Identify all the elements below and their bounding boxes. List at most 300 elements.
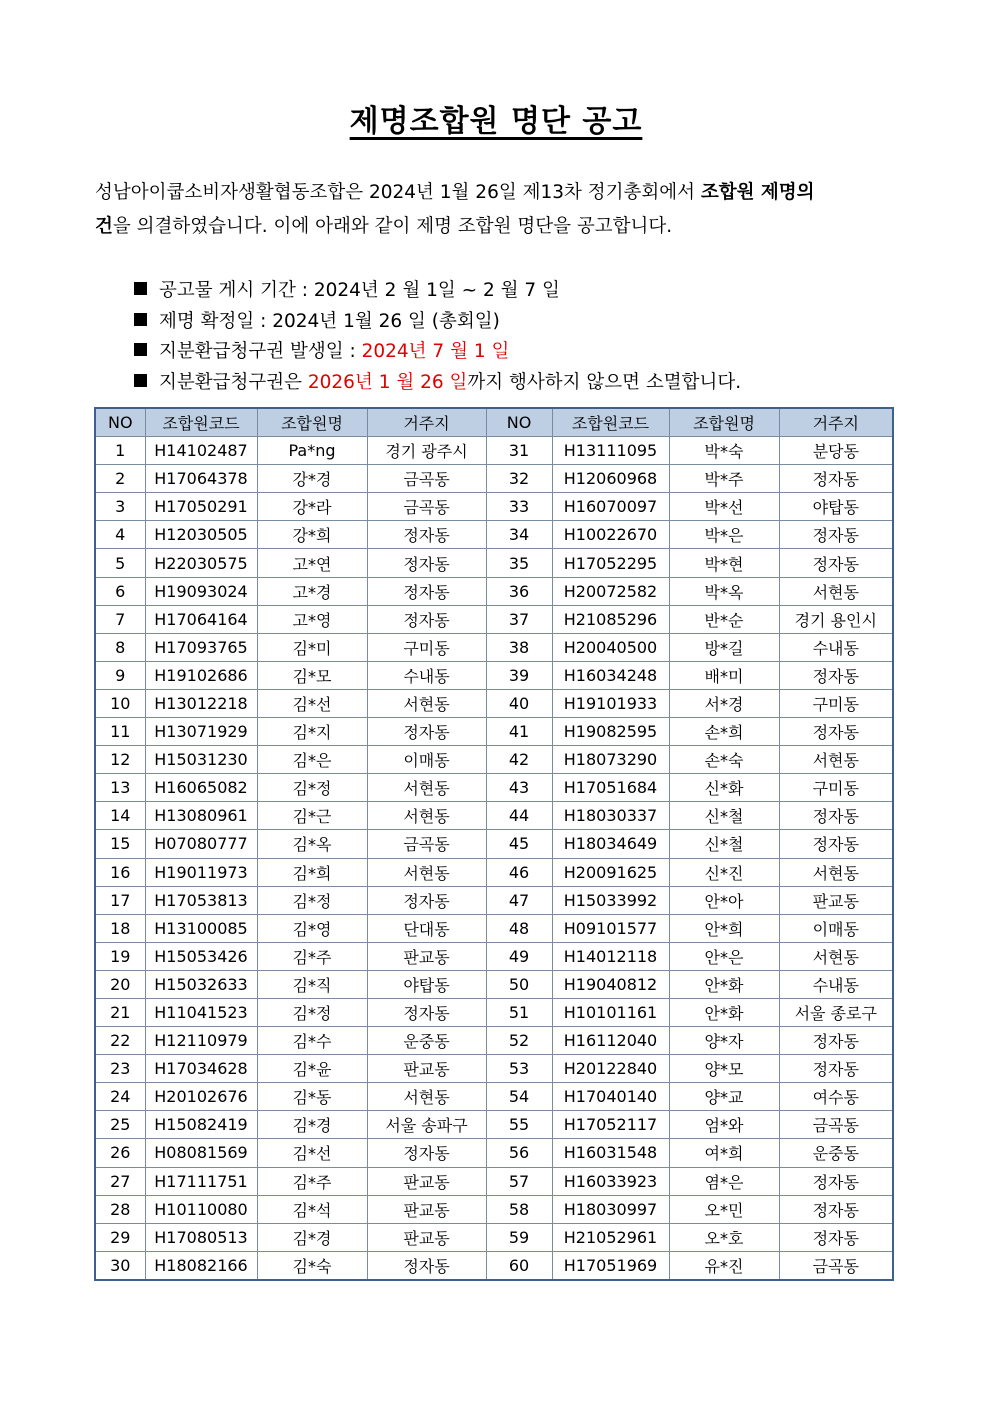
cell-name: 안*화 [669, 970, 779, 998]
cell-code: H12030505 [145, 521, 257, 549]
cell-no: 8 [95, 633, 145, 661]
cell-address: 판교동 [367, 1055, 486, 1083]
cell-no: 22 [95, 1027, 145, 1055]
cell-code: H18082166 [145, 1251, 257, 1280]
notice-text: 지분환급청구권은 [159, 371, 308, 393]
cell-address: 정자동 [367, 998, 486, 1026]
cell-name: 손*숙 [669, 746, 779, 774]
cell-code: H17050291 [145, 493, 257, 521]
cell-no: 16 [95, 858, 145, 886]
cell-code: H17052117 [552, 1111, 669, 1139]
cell-code: H19093024 [145, 577, 257, 605]
cell-address: 판교동 [367, 1195, 486, 1223]
cell-no: 11 [95, 718, 145, 746]
cell-code: H08081569 [145, 1139, 257, 1167]
cell-address: 정자동 [367, 577, 486, 605]
cell-no: 2 [95, 465, 145, 493]
table-row [95, 858, 893, 886]
table-row [95, 998, 893, 1026]
cell-no: 24 [95, 1083, 145, 1111]
cell-code: H17093765 [145, 633, 257, 661]
cell-address: 서현동 [367, 802, 486, 830]
cell-name: 오*호 [669, 1223, 779, 1251]
cell-name: 김*선 [257, 689, 367, 717]
cell-no: 25 [95, 1111, 145, 1139]
cell-name: Pa*ng [257, 437, 367, 465]
cell-code: H21052961 [552, 1223, 669, 1251]
cell-code: H09101577 [552, 914, 669, 942]
cell-no: 39 [486, 661, 552, 689]
cell-no: 44 [486, 802, 552, 830]
cell-code: H13071929 [145, 718, 257, 746]
cell-no: 35 [486, 549, 552, 577]
cell-address: 정자동 [779, 1223, 893, 1251]
cell-address: 정자동 [779, 521, 893, 549]
cell-code: H10110080 [145, 1195, 257, 1223]
cell-name: 김*정 [257, 886, 367, 914]
cell-code: H16112040 [552, 1027, 669, 1055]
cell-no: 46 [486, 858, 552, 886]
cell-address: 판교동 [367, 1167, 486, 1195]
cell-code: H13100085 [145, 914, 257, 942]
table-row [95, 886, 893, 914]
cell-no: 51 [486, 998, 552, 1026]
cell-name: 김*직 [257, 970, 367, 998]
cell-address: 판교동 [367, 1223, 486, 1251]
cell-name: 김*은 [257, 746, 367, 774]
cell-address: 야탑동 [779, 493, 893, 521]
cell-no: 57 [486, 1167, 552, 1195]
cell-no: 53 [486, 1055, 552, 1083]
cell-address: 정자동 [367, 1251, 486, 1280]
cell-name: 신*화 [669, 774, 779, 802]
cell-name: 고*연 [257, 549, 367, 577]
notice-item [134, 368, 741, 399]
table-row [95, 1111, 893, 1139]
cell-address: 수내동 [779, 633, 893, 661]
cell-name: 반*순 [669, 605, 779, 633]
cell-no: 10 [95, 689, 145, 717]
cell-name: 김*경 [257, 1223, 367, 1251]
cell-code: H20072582 [552, 577, 669, 605]
square-bullet-icon [134, 282, 147, 295]
cell-no: 37 [486, 605, 552, 633]
cell-code: H10101161 [552, 998, 669, 1026]
cell-name: 김*경 [257, 1111, 367, 1139]
cell-no: 60 [486, 1251, 552, 1280]
cell-code: H16031548 [552, 1139, 669, 1167]
cell-address: 서현동 [779, 746, 893, 774]
cell-code: H13080961 [145, 802, 257, 830]
cell-code: H18073290 [552, 746, 669, 774]
cell-name: 김*희 [257, 858, 367, 886]
cell-address: 금곡동 [367, 465, 486, 493]
cell-code: H18034649 [552, 830, 669, 858]
cell-code: H20102676 [145, 1083, 257, 1111]
header-no: NO [486, 408, 552, 437]
cell-no: 50 [486, 970, 552, 998]
cell-code: H20122840 [552, 1055, 669, 1083]
cell-name: 안*아 [669, 886, 779, 914]
cell-address: 서울 종로구 [779, 998, 893, 1026]
square-bullet-icon [134, 343, 147, 356]
cell-name: 김*숙 [257, 1251, 367, 1280]
table-header-row [95, 408, 893, 437]
cell-code: H16033923 [552, 1167, 669, 1195]
cell-address: 정자동 [779, 549, 893, 577]
cell-address: 서현동 [779, 577, 893, 605]
cell-address: 서현동 [367, 1083, 486, 1111]
table-row [95, 1139, 893, 1167]
cell-address: 경기 용인시 [779, 605, 893, 633]
cell-address: 서현동 [367, 689, 486, 717]
cell-name: 배*미 [669, 661, 779, 689]
table-row [95, 549, 893, 577]
cell-address: 정자동 [779, 1167, 893, 1195]
cell-no: 41 [486, 718, 552, 746]
cell-no: 1 [95, 437, 145, 465]
cell-address: 야탑동 [367, 970, 486, 998]
cell-address: 정자동 [779, 830, 893, 858]
cell-no: 28 [95, 1195, 145, 1223]
cell-address: 수내동 [779, 970, 893, 998]
cell-address: 금곡동 [779, 1111, 893, 1139]
cell-name: 김*선 [257, 1139, 367, 1167]
cell-code: H13012218 [145, 689, 257, 717]
cell-name: 김*수 [257, 1027, 367, 1055]
cell-address: 정자동 [367, 1139, 486, 1167]
cell-name: 김*주 [257, 942, 367, 970]
cell-address: 정자동 [367, 718, 486, 746]
cell-code: H17034628 [145, 1055, 257, 1083]
notice-item [134, 307, 741, 338]
cell-no: 49 [486, 942, 552, 970]
notice-text-tail: 까지 행사하지 않으면 소멸합니다. [467, 371, 742, 393]
cell-code: H17051969 [552, 1251, 669, 1280]
cell-code: H17064164 [145, 605, 257, 633]
cell-code: H22030575 [145, 549, 257, 577]
cell-no: 13 [95, 774, 145, 802]
cell-code: H07080777 [145, 830, 257, 858]
cell-code: H15031230 [145, 746, 257, 774]
cell-no: 40 [486, 689, 552, 717]
square-bullet-icon [134, 313, 147, 326]
intro-line2-bold: 건 [95, 216, 113, 237]
cell-name: 고*영 [257, 605, 367, 633]
table-row [95, 633, 893, 661]
cell-address: 서울 송파구 [367, 1111, 486, 1139]
table-row [95, 689, 893, 717]
table-row [95, 465, 893, 493]
cell-name: 서*경 [669, 689, 779, 717]
cell-name: 고*경 [257, 577, 367, 605]
cell-address: 정자동 [779, 718, 893, 746]
cell-code: H17064378 [145, 465, 257, 493]
cell-address: 판교동 [779, 886, 893, 914]
cell-name: 유*진 [669, 1251, 779, 1280]
notice-text: 지분환급청구권 발생일 : [159, 341, 362, 362]
cell-code: H17051684 [552, 774, 669, 802]
cell-name: 김*미 [257, 633, 367, 661]
table-row [95, 1083, 893, 1111]
cell-name: 김*지 [257, 718, 367, 746]
cell-no: 26 [95, 1139, 145, 1167]
header-code: 조합원코드 [145, 408, 257, 437]
cell-no: 30 [95, 1251, 145, 1280]
cell-no: 21 [95, 998, 145, 1026]
cell-code: H14102487 [145, 437, 257, 465]
cell-name: 오*민 [669, 1195, 779, 1223]
cell-no: 38 [486, 633, 552, 661]
notice-highlight: 2024년 7 월 1 일 [361, 341, 510, 362]
intro-line1-text: 성남아이쿱소비자생활협동조합은 2024년 1월 26일 제13차 정기총회에서 [95, 182, 701, 203]
cell-no: 47 [486, 886, 552, 914]
table-row [95, 437, 893, 465]
table-row [95, 1167, 893, 1195]
cell-name: 김*윤 [257, 1055, 367, 1083]
notice-text: 공고물 게시 기간 : 2024년 2 월 1일 ~ 2 월 7 일 [159, 280, 560, 301]
cell-code: H15033992 [552, 886, 669, 914]
table-row [95, 970, 893, 998]
cell-name: 신*진 [669, 858, 779, 886]
cell-code: H10022670 [552, 521, 669, 549]
cell-no: 27 [95, 1167, 145, 1195]
notice-list [134, 276, 741, 398]
cell-no: 4 [95, 521, 145, 549]
cell-no: 12 [95, 746, 145, 774]
cell-name: 김*근 [257, 802, 367, 830]
cell-address: 구미동 [779, 689, 893, 717]
cell-address: 정자동 [367, 605, 486, 633]
cell-name: 박*옥 [669, 577, 779, 605]
cell-code: H16034248 [552, 661, 669, 689]
cell-no: 5 [95, 549, 145, 577]
cell-name: 박*은 [669, 521, 779, 549]
cell-code: H19011973 [145, 858, 257, 886]
cell-name: 손*희 [669, 718, 779, 746]
cell-address: 정자동 [779, 1195, 893, 1223]
cell-name: 강*경 [257, 465, 367, 493]
cell-code: H14012118 [552, 942, 669, 970]
table-row [95, 1027, 893, 1055]
cell-code: H16065082 [145, 774, 257, 802]
cell-name: 방*길 [669, 633, 779, 661]
cell-name: 양*교 [669, 1083, 779, 1111]
cell-address: 금곡동 [367, 830, 486, 858]
cell-no: 20 [95, 970, 145, 998]
cell-no: 48 [486, 914, 552, 942]
cell-no: 18 [95, 914, 145, 942]
cell-no: 19 [95, 942, 145, 970]
table-row [95, 802, 893, 830]
cell-name: 김*영 [257, 914, 367, 942]
cell-address: 정자동 [367, 521, 486, 549]
cell-address: 정자동 [367, 886, 486, 914]
cell-no: 29 [95, 1223, 145, 1251]
cell-no: 3 [95, 493, 145, 521]
cell-code: H18030337 [552, 802, 669, 830]
table-row [95, 942, 893, 970]
cell-code: H15082419 [145, 1111, 257, 1139]
cell-address: 금곡동 [779, 1251, 893, 1280]
cell-name: 안*은 [669, 942, 779, 970]
cell-name: 신*철 [669, 830, 779, 858]
table-row [95, 605, 893, 633]
cell-name: 양*자 [669, 1027, 779, 1055]
cell-no: 9 [95, 661, 145, 689]
cell-address: 운중동 [367, 1027, 486, 1055]
cell-address: 이매동 [779, 914, 893, 942]
cell-code: H17052295 [552, 549, 669, 577]
cell-no: 56 [486, 1139, 552, 1167]
cell-name: 박*선 [669, 493, 779, 521]
table-row [95, 1055, 893, 1083]
table-row [95, 493, 893, 521]
table-row [95, 1195, 893, 1223]
cell-no: 33 [486, 493, 552, 521]
table-row [95, 718, 893, 746]
cell-code: H15032633 [145, 970, 257, 998]
cell-address: 여수동 [779, 1083, 893, 1111]
cell-name: 강*라 [257, 493, 367, 521]
cell-no: 17 [95, 886, 145, 914]
table-row [95, 774, 893, 802]
cell-no: 7 [95, 605, 145, 633]
cell-name: 신*철 [669, 802, 779, 830]
cell-address: 정자동 [779, 661, 893, 689]
notice-highlight: 2026년 1 월 26 일 [307, 371, 468, 393]
cell-no: 6 [95, 577, 145, 605]
cell-name: 안*화 [669, 998, 779, 1026]
cell-name: 박*현 [669, 549, 779, 577]
header-address: 거주지 [779, 408, 893, 437]
cell-code: H17080513 [145, 1223, 257, 1251]
cell-code: H19101933 [552, 689, 669, 717]
cell-address: 정자동 [779, 1055, 893, 1083]
cell-name: 박*주 [669, 465, 779, 493]
notice-text: 제명 확정일 : 2024년 1월 26 일 (총회일) [159, 310, 500, 332]
cell-address: 서현동 [367, 774, 486, 802]
cell-code: H11041523 [145, 998, 257, 1026]
cell-address: 정자동 [779, 465, 893, 493]
cell-no: 14 [95, 802, 145, 830]
cell-name: 김*정 [257, 998, 367, 1026]
cell-no: 52 [486, 1027, 552, 1055]
cell-code: H19102686 [145, 661, 257, 689]
cell-no: 54 [486, 1083, 552, 1111]
cell-no: 58 [486, 1195, 552, 1223]
cell-address: 단대동 [367, 914, 486, 942]
cell-name: 김*동 [257, 1083, 367, 1111]
header-address: 거주지 [367, 408, 486, 437]
table-row [95, 830, 893, 858]
header-no: NO [95, 408, 145, 437]
cell-code: H17053813 [145, 886, 257, 914]
square-bullet-icon [134, 374, 147, 387]
cell-address: 금곡동 [367, 493, 486, 521]
table-body [95, 437, 893, 1280]
cell-address: 이매동 [367, 746, 486, 774]
table-row [95, 661, 893, 689]
cell-name: 김*주 [257, 1167, 367, 1195]
cell-address: 수내동 [367, 661, 486, 689]
cell-name: 양*모 [669, 1055, 779, 1083]
cell-no: 32 [486, 465, 552, 493]
cell-code: H17040140 [552, 1083, 669, 1111]
cell-code: H15053426 [145, 942, 257, 970]
cell-code: H12060968 [552, 465, 669, 493]
cell-code: H20040500 [552, 633, 669, 661]
intro-line1-bold: 조합원 제명의 [700, 182, 815, 203]
cell-address: 경기 광주시 [367, 437, 486, 465]
cell-code: H19040812 [552, 970, 669, 998]
cell-code: H21085296 [552, 605, 669, 633]
page-title-wrap [0, 96, 992, 140]
cell-no: 31 [486, 437, 552, 465]
cell-address: 서현동 [779, 942, 893, 970]
cell-address: 분당동 [779, 437, 893, 465]
cell-code: H20091625 [552, 858, 669, 886]
cell-name: 김*옥 [257, 830, 367, 858]
cell-code: H17111751 [145, 1167, 257, 1195]
cell-name: 박*숙 [669, 437, 779, 465]
table-row [95, 577, 893, 605]
cell-name: 안*희 [669, 914, 779, 942]
member-roster-table [94, 407, 894, 1281]
cell-no: 34 [486, 521, 552, 549]
cell-address: 정자동 [367, 549, 486, 577]
cell-name: 여*희 [669, 1139, 779, 1167]
cell-code: H19082595 [552, 718, 669, 746]
cell-no: 43 [486, 774, 552, 802]
cell-no: 23 [95, 1055, 145, 1083]
cell-no: 45 [486, 830, 552, 858]
cell-no: 42 [486, 746, 552, 774]
cell-no: 36 [486, 577, 552, 605]
intro-paragraph [95, 176, 895, 244]
cell-code: H13111095 [552, 437, 669, 465]
cell-address: 서현동 [779, 858, 893, 886]
table-row [95, 1223, 893, 1251]
cell-address: 서현동 [367, 858, 486, 886]
header-name: 조합원명 [669, 408, 779, 437]
cell-no: 15 [95, 830, 145, 858]
cell-code: H18030997 [552, 1195, 669, 1223]
cell-name: 김*정 [257, 774, 367, 802]
cell-name: 엄*와 [669, 1111, 779, 1139]
table-row [95, 521, 893, 549]
header-name: 조합원명 [257, 408, 367, 437]
cell-name: 염*은 [669, 1167, 779, 1195]
cell-no: 55 [486, 1111, 552, 1139]
cell-address: 정자동 [779, 1027, 893, 1055]
notice-item [134, 276, 741, 307]
cell-address: 판교동 [367, 942, 486, 970]
notice-item [134, 337, 741, 368]
cell-name: 김*모 [257, 661, 367, 689]
cell-code: H16070097 [552, 493, 669, 521]
intro-line2-text: 을 의결하였습니다. 이에 아래와 같이 제명 조합원 명단을 공고합니다. [112, 216, 673, 237]
cell-name: 김*석 [257, 1195, 367, 1223]
table-row [95, 914, 893, 942]
cell-address: 정자동 [779, 802, 893, 830]
cell-address: 구미동 [779, 774, 893, 802]
cell-code: H12110979 [145, 1027, 257, 1055]
page-title: 제명조합원 명단 공고 [349, 104, 643, 139]
table-row [95, 746, 893, 774]
cell-address: 운중동 [779, 1139, 893, 1167]
table-row [95, 1251, 893, 1280]
